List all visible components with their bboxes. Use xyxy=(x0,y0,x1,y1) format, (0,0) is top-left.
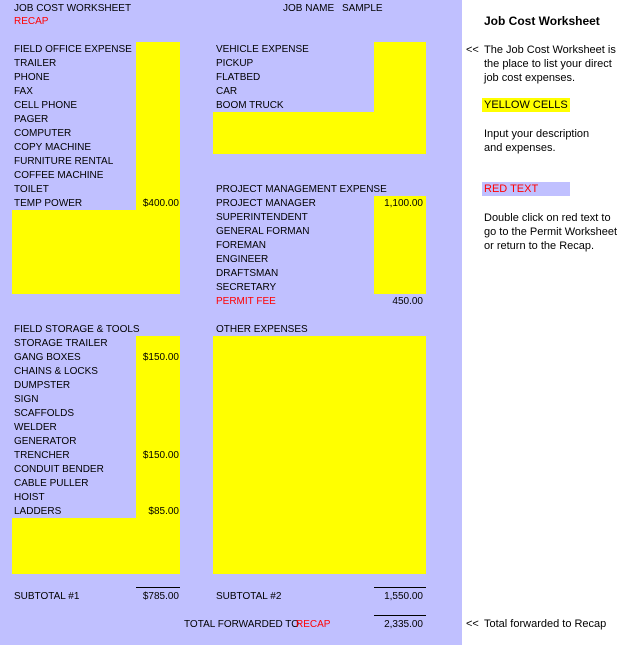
recap-link[interactable]: RECAP xyxy=(14,16,49,27)
list-item[interactable]: CONDUIT BENDER xyxy=(14,464,104,475)
vehicle-heading: VEHICLE EXPENSE xyxy=(216,44,309,55)
list-item[interactable]: COPY MACHINE xyxy=(14,142,92,153)
temp-power-amount[interactable]: $400.00 xyxy=(142,198,179,209)
subtotal2-label: SUBTOTAL #2 xyxy=(216,591,282,602)
list-item[interactable]: HOIST xyxy=(14,492,45,503)
list-item[interactable]: CAR xyxy=(216,86,238,97)
worksheet-title: JOB COST WORKSHEET xyxy=(14,3,132,14)
sidebar-red-desc2: go to the Permit Worksheet xyxy=(484,226,618,238)
list-item[interactable]: PAGER xyxy=(14,114,49,125)
list-item[interactable]: PHONE xyxy=(14,72,50,83)
list-item[interactable]: SUPERINTENDENT xyxy=(216,212,308,223)
list-item[interactable]: FURNITURE RENTAL xyxy=(14,156,114,167)
list-item[interactable]: CELL PHONE xyxy=(14,100,77,111)
list-item[interactable]: SCAFFOLDS xyxy=(14,408,75,419)
vehicle-extra-cells[interactable] xyxy=(213,112,426,154)
subtotal1-rule xyxy=(136,587,180,588)
sidebar-yellow-desc1: Input your description xyxy=(484,128,590,140)
subtotal2-rule xyxy=(374,587,426,588)
field-office-extra-cells[interactable] xyxy=(12,210,180,294)
list-item[interactable]: TEMP POWER xyxy=(14,198,83,209)
gang-boxes-amount[interactable]: $150.00 xyxy=(142,352,179,363)
field-storage-extra-cells[interactable] xyxy=(12,518,180,574)
list-item[interactable]: WELDER xyxy=(14,422,57,433)
total-forwarded-value: 2,335.00 xyxy=(384,619,423,630)
sidebar-total-note: Total forwarded to Recap xyxy=(484,618,607,630)
permit-fee-amount: 450.00 xyxy=(392,296,423,307)
subtotal1-value: $785.00 xyxy=(142,591,179,602)
project-manager-amount[interactable]: 1,100.00 xyxy=(384,198,423,209)
sidebar-intro-line3: job cost expenses. xyxy=(484,72,576,84)
sidebar-intro-line1: The Job Cost Worksheet is xyxy=(484,44,616,56)
list-item[interactable]: GANG BOXES xyxy=(14,352,81,363)
list-item[interactable]: TRAILER xyxy=(14,58,57,69)
field-office-amount-cells[interactable] xyxy=(136,42,180,210)
red-text-sample: RED TEXT xyxy=(482,182,570,196)
sidebar-title: Job Cost Worksheet xyxy=(484,14,600,28)
job-name-value[interactable]: SAMPLE xyxy=(342,3,383,14)
project-mgmt-heading: PROJECT MANAGEMENT EXPENSE xyxy=(216,184,387,195)
list-item[interactable]: GENERATOR xyxy=(14,436,77,447)
list-item[interactable]: COFFEE MACHINE xyxy=(14,170,104,181)
other-expenses-cells[interactable] xyxy=(213,336,426,574)
list-item[interactable]: LADDERS xyxy=(14,506,62,517)
list-item[interactable]: STORAGE TRAILER xyxy=(14,338,108,349)
subtotal1-label: SUBTOTAL #1 xyxy=(14,591,80,602)
list-item[interactable]: ENGINEER xyxy=(216,254,269,265)
list-item[interactable]: FAX xyxy=(14,86,33,97)
pointer-arrow-total: << xyxy=(466,618,479,630)
project-mgmt-amount-cells[interactable] xyxy=(374,196,426,294)
list-item[interactable]: COMPUTER xyxy=(14,128,72,139)
field-storage-heading: FIELD STORAGE & TOOLS xyxy=(14,324,140,335)
field-office-heading: FIELD OFFICE EXPENSE xyxy=(14,44,132,55)
job-name-label: JOB NAME xyxy=(283,3,335,14)
permit-fee-link[interactable]: PERMIT FEE xyxy=(216,296,276,307)
total-forwarded-label: TOTAL FORWARDED TO xyxy=(184,619,300,630)
list-item[interactable]: CABLE PULLER xyxy=(14,478,89,489)
list-item[interactable]: DRAFTSMAN xyxy=(216,268,279,279)
list-item[interactable]: GENERAL FORMAN xyxy=(216,226,310,237)
list-item[interactable]: TRENCHER xyxy=(14,450,70,461)
list-item[interactable]: TOILET xyxy=(14,184,49,195)
subtotal2-value: 1,550.00 xyxy=(384,591,423,602)
sidebar-red-desc3: or return to the Recap. xyxy=(484,240,595,252)
list-item[interactable]: FLATBED xyxy=(216,72,261,83)
list-item[interactable]: SIGN xyxy=(14,394,39,405)
ladders-amount[interactable]: $85.00 xyxy=(148,506,179,517)
list-item[interactable]: CHAINS & LOCKS xyxy=(14,366,98,377)
sidebar-red-desc1: Double click on red text to xyxy=(484,212,611,224)
list-item[interactable]: FOREMAN xyxy=(216,240,266,251)
total-recap-link[interactable]: RECAP xyxy=(296,619,331,630)
list-item[interactable]: DUMPSTER xyxy=(14,380,71,391)
list-item[interactable]: PROJECT MANAGER xyxy=(216,198,316,209)
list-item[interactable]: PICKUP xyxy=(216,58,254,69)
list-item[interactable]: SECRETARY xyxy=(216,282,277,293)
trencher-amount[interactable]: $150.00 xyxy=(142,450,179,461)
sidebar-intro-line2: the place to list your direct xyxy=(484,58,612,70)
pointer-arrow: << xyxy=(466,44,479,56)
yellow-cells-sample: YELLOW CELLS xyxy=(482,98,570,112)
total-rule xyxy=(374,615,426,616)
list-item[interactable]: BOOM TRUCK xyxy=(216,100,284,111)
sidebar-yellow-desc2: and expenses. xyxy=(484,142,556,154)
other-expenses-heading: OTHER EXPENSES xyxy=(216,324,308,335)
vehicle-amount-cells[interactable] xyxy=(374,42,426,112)
